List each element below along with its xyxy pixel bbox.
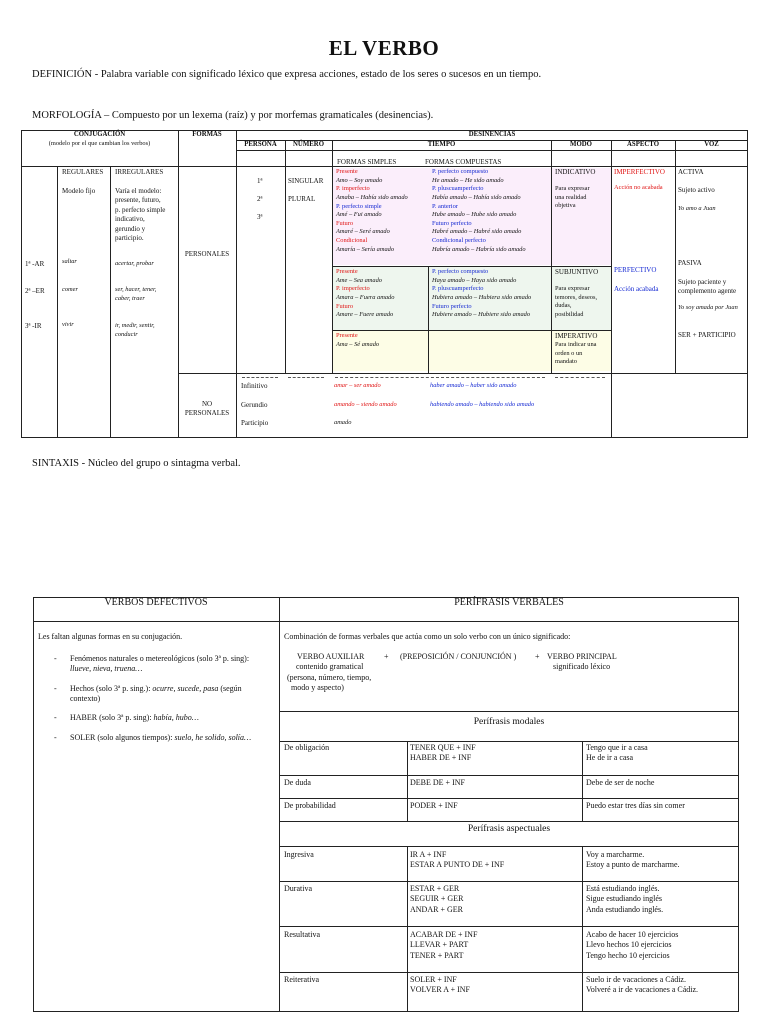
perifrasis-example: Llevo hechos 10 ejercicios [586, 940, 672, 950]
tense-line: Hubiera amado – Hubiera sido amado [432, 293, 532, 301]
perifrasis-forms [410, 930, 477, 961]
defectivos-item-3: - HABER (solo 3ª p. sing): había, hubo… [54, 713, 199, 722]
perifrasis-forms [410, 850, 504, 871]
perifrasis-type: De probabilidad [284, 801, 336, 810]
perifrasis-example: Suelo ir de vacaciones a Cádiz. [586, 975, 686, 984]
significado-lexico: significado léxico [553, 662, 611, 671]
conjugacion-header: CONJUGACIÓN [73, 131, 126, 138]
perifrasis-form: ACABAR DE + INF [410, 930, 478, 939]
tense-line: P. perfecto simple [336, 202, 382, 210]
regulares-label: REGULARES [62, 168, 104, 176]
conj-1-irregular: acertar, probar [115, 260, 154, 267]
tense-line: Amare – Fuere amado [336, 311, 394, 319]
perifrasis-example: Anda estudiando inglés. [586, 904, 664, 914]
perifrasis-example: He de ir a casa [586, 753, 634, 763]
verbo-auxiliar-label: VERBO AUXILIAR [297, 652, 365, 661]
conj-2-irregular: ser, hacer, tener, caber, traer [115, 286, 157, 302]
tense-line: He amado – He sido amado [432, 176, 504, 184]
perifrasis-intro: Combinación de formas verbales que actúa como un solo verbo con un único significado: [284, 632, 571, 641]
gerundio-label: Gerundio [241, 401, 268, 409]
ser-participio-text: SER + PARTICIPIO [678, 331, 736, 339]
perifrasis-form: VOLVER A + INF [410, 985, 471, 995]
perifrasis-form: ESTAR + GER [410, 884, 460, 893]
pasiva-label: PASIVA [678, 259, 702, 267]
tense-line: Haya amado – Haya sido amado [432, 276, 517, 284]
perfectivo-label: PERFECTIVO [614, 266, 657, 274]
perifrasis-type: Resultativa [284, 930, 320, 939]
indicativo-compuesto-list [432, 168, 526, 254]
tense-line: Amo – Soy amado [336, 176, 383, 184]
tense-line: Futuro [336, 219, 354, 227]
tense-line: Futuro perfecto [432, 302, 472, 310]
tense-line: Hube amado – Hube sido amado [432, 211, 517, 219]
tense-line: Amara – Fuera amado [336, 293, 395, 301]
perifrasis-example: Acabo de hacer 10 ejercicios [586, 930, 679, 939]
subjuntivo-label: SUBJUNTIVO [555, 268, 599, 276]
perifrasis-form: SEGUIR + GER [410, 894, 464, 904]
perifrasis-example: Volveré a ir de vacaciones a Cádiz. [586, 985, 699, 995]
sujeto-activo-text: Sujeto activo [678, 186, 715, 194]
perifrasis-form: SOLER + INF [410, 975, 457, 984]
formas-compuestas-label: FORMAS COMPUESTAS [425, 158, 502, 166]
modales-title: Perífrasis modales [473, 716, 545, 727]
perifrasis-example: Está estudiando inglés. [586, 884, 660, 893]
formas-simples-label: FORMAS SIMPLES [337, 158, 397, 166]
voz-header: VOZ [704, 141, 719, 148]
perifrasis-type: De obligación [284, 743, 330, 752]
persona-2: 2ª [257, 195, 263, 203]
infinitivo-simple: amar – ser amado [334, 382, 381, 389]
persona-header: PERSONA [244, 141, 277, 148]
perifrasis-examples [586, 850, 680, 871]
conj-3-label: 3ª -IR [25, 322, 42, 330]
perifrasis-forms [410, 743, 476, 764]
tense-line: P. imperfecto [336, 185, 370, 193]
tense-line: Presente [336, 332, 358, 339]
imperativo-desc: Para indicar una orden o un mandato [555, 341, 597, 366]
tense-line: P. pluscuamperfecto [432, 185, 484, 193]
numero-header: NÚMERO [293, 141, 324, 148]
perifrasis-example: Tengo que ir a casa [586, 743, 648, 752]
perifrasis-forms [410, 778, 465, 788]
perifrasis-forms [410, 801, 458, 811]
perifrasis-type: De duda [284, 778, 311, 787]
conj-2-regular: comer [62, 286, 78, 293]
perifrasis-example: Tengo hecho 10 ejercicios [586, 950, 670, 960]
indicativo-label: INDICATIVO [555, 168, 596, 176]
tense-line: Futuro perfecto [432, 219, 472, 227]
perifrasis-example: Sigue estudiando inglés [586, 894, 662, 904]
formas-header: FORMAS [192, 131, 222, 138]
verbo-principal-label: VERBO PRINCIPAL [547, 652, 617, 661]
conjugacion-subheader: (modelo por el que cambian los verbos) [48, 140, 151, 147]
perifrasis-form: TENER QUE + INF [410, 743, 476, 752]
infinitivo-compuesto: haber amado – haber sido amado [430, 382, 517, 389]
perifrasis-examples [586, 884, 663, 915]
perifrasis-form: DEBE DE + INF [410, 778, 465, 787]
participio-simple: amado [334, 419, 352, 426]
conj-2-label: 2ª –ER [25, 287, 45, 295]
tense-line: P. pluscuamperfecto [432, 285, 484, 293]
tense-line: Condicional perfecto [432, 237, 486, 245]
perifrasis-form: TENER + PART [410, 950, 464, 960]
bullet-dash: - [54, 654, 57, 663]
tense-line: Habré amado – Habré sido amado [432, 228, 522, 236]
personales-label: PERSONALES [184, 250, 230, 258]
perifrasis-form: LLEVAR + PART [410, 940, 469, 950]
perifrasis-examples [586, 930, 678, 961]
tense-line: Futuro [336, 302, 354, 310]
definicion-text: DEFINICIÓN - Palabra variable con significado léxico que expresa acciones, estado de los seres o sucesos en un tiempo. [32, 69, 542, 80]
imperfectivo-label: IMPERFECTIVO [614, 168, 665, 176]
conj-1-regular: saltar [62, 258, 77, 265]
tense-line: Amé – Fui amado [336, 211, 382, 219]
tense-line: Presente [336, 168, 358, 175]
plus-2: + [535, 652, 540, 661]
perifrasis-form: IR A + INF [410, 850, 447, 859]
tense-line: P. perfecto compuesto [432, 268, 489, 275]
page-title: EL VERBO [328, 36, 440, 60]
perifrasis-type: Durativa [284, 884, 312, 893]
ejemplo-activa: Yo amo a Juan [678, 205, 716, 212]
imperativo-label: IMPERATIVO [555, 332, 598, 340]
perifrasis-example: Debe de ser de noche [586, 778, 655, 787]
defectivos-item-2: - Hechos (solo 3ª p. sing.): ocurre, sucede, pasa (según contexto) [54, 684, 242, 704]
activa-label: ACTIVA [678, 168, 704, 176]
tense-line: Condicional [336, 237, 368, 245]
perifrasis-example: Puedo estar tres días sin comer [586, 801, 685, 810]
plural-label: PLURAL [288, 195, 316, 203]
perifrasis-forms [410, 975, 470, 996]
tense-line: P. imperfecto [336, 285, 370, 293]
subjuntivo-compuesto-list [432, 268, 531, 320]
no-personales-label: NO PERSONALES [184, 400, 230, 418]
subjuntivo-desc: Para expresar temores, deseos, dudas, posibilidad [555, 285, 598, 318]
tense-line: Había amado – Había sido amado [432, 193, 521, 201]
perifrasis-form: ESTAR A PUNTO DE + INF [410, 860, 505, 870]
defectivos-intro: Les faltan algunas formas en su conjugación. [38, 632, 183, 641]
imperativo-simple-list [336, 332, 379, 349]
desinencias-header: DESINENCIAS [468, 131, 516, 138]
conj-1-label: 1ª -AR [25, 260, 45, 268]
persona-1: 1ª [257, 177, 263, 185]
perifrasis-form: ANDAR + GER [410, 904, 463, 914]
persona-3: 3ª [257, 213, 263, 221]
perifrasis-type: Reiterativa [284, 975, 320, 984]
perifrasis-examples [586, 778, 654, 788]
tense-line: P. anterior [432, 202, 458, 210]
perifrasis-example: Estoy a punto de marcharme. [586, 860, 680, 870]
tense-line: Amaría – Sería amado [336, 245, 395, 253]
infinitivo-label: Infinitivo [241, 382, 268, 390]
contenido-gramatical: contenido gramatical [296, 662, 364, 671]
irregulares-label: IRREGULARES [115, 168, 164, 176]
ejemplo-pasiva: Yo soy amada por Juan [678, 304, 738, 311]
perifrasis-type: Ingresiva [284, 850, 314, 859]
tense-line: P. perfecto compuesto [432, 168, 489, 175]
gerundio-compuesto: habiendo amado – habiendo sido amado [430, 401, 535, 408]
singular-label: SINGULAR [288, 177, 324, 185]
sintaxis-text: SINTAXIS - Núcleo del grupo o sintagma verbal. [32, 458, 241, 469]
modo-header: MODO [570, 141, 592, 148]
defectivos-item-4: - SOLER (solo algunos tiempos): suelo, he solido, solía… [54, 733, 252, 742]
modelo-fijo-text: Modelo fijo [62, 187, 96, 195]
indicativo-desc: Para expresar una realidad objetiva [555, 185, 590, 210]
perifrasis-example: Voy a marcharme. [586, 850, 645, 859]
perifrasis-forms [410, 884, 463, 915]
tense-line: Amaba – Había sido amado [336, 193, 408, 201]
tense-line: Hubiere amado – Hubiere sido amado [432, 311, 531, 319]
perifrasis-form: PODER + INF [410, 801, 458, 810]
aspecto-header: ASPECTO [627, 141, 659, 148]
perifrasis-examples [586, 743, 648, 764]
defectivos-title: VERBOS DEFECTIVOS [104, 597, 208, 608]
indicativo-simple-list [336, 168, 408, 254]
irregulares-desc: Varía el modelo: presente, futuro, p. perfecto simple indicativo, gerundio y participio. [115, 187, 166, 243]
perifrasis-form: HABER DE + INF [410, 753, 472, 763]
plus-1: + [384, 652, 389, 661]
tiempo-header: TIEMPO [427, 141, 456, 148]
tense-line: Presente [336, 268, 358, 275]
perifrasis-examples [586, 801, 685, 811]
tense-line: Ame – Sea amado [336, 276, 382, 284]
pasiva-desc: Sujeto paciente y complemento agente [678, 278, 737, 296]
aspectuales-title: Perífrasis aspectuales [467, 823, 551, 834]
prep-conj-label: (PREPOSICIÓN / CONJUNCIÓN ) [400, 652, 517, 661]
participio-label: Participio [241, 419, 269, 427]
tense-line: Amaré – Seré amado [336, 228, 390, 236]
auxiliar-desc: (persona, número, tiempo, modo y aspecto) [287, 673, 372, 693]
conj-3-regular: vivir [62, 321, 74, 328]
perifrasis-examples [586, 975, 698, 996]
perifrasis-title: PERÍFRASIS VERBALES [454, 597, 564, 608]
defectivos-item-1: - Fenómenos naturales o metereológicos (solo 3ª p. sing): llueve, nieva, truena… [54, 654, 250, 674]
tense-line: Ama – Sé amado [336, 340, 380, 348]
conj-3-irregular: ir, medir, sentir, conducir [115, 322, 155, 338]
accion-acabada-text: Acción acabada [614, 285, 659, 293]
morfologia-text: MORFOLOGÍA – Compuesto por un lexema (raíz) y por morfemas gramaticales (desinencias). [32, 110, 434, 121]
subjuntivo-simple-list [336, 268, 394, 320]
tense-line: Habría amado – Habría sido amado [432, 245, 526, 253]
accion-no-acabada-text: Acción no acabada [614, 184, 663, 191]
gerundio-simple: amando – siendo amado [334, 401, 397, 408]
